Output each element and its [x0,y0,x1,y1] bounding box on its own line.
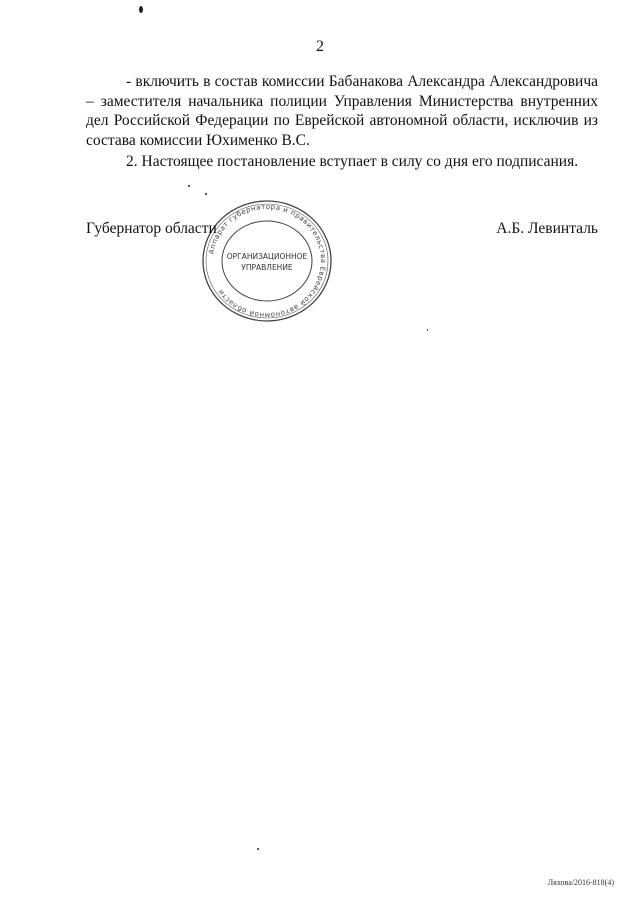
paragraph-effective-date: 2. Настоящее постановление вступает в силу со дня его подписания. [126,153,579,170]
signatory-title: Губернатор области [86,220,217,237]
signature-block [86,220,598,240]
seal-ring-text: Аппарат губернатора и правительства Еврейской автономной области [207,202,328,320]
paragraph-amendment: - включить в состав комиссии Бабанакова Александра Александровича – заместителя начальника полиции Управления Министерства внутренних дел Российской Федерации по Еврейской автономной области, исключив из состава комиссии Юхименко В.С. [86,73,598,149]
signatory-name: А.Б. Левинталь [496,220,598,237]
scan-speck [257,848,259,850]
scan-speck [427,329,428,331]
scan-speck [188,185,190,187]
scan-speck [139,6,143,13]
document-body [86,72,598,172]
scan-speck [205,193,207,195]
footer-reference: Ляхова/2016-818(4) [547,878,614,887]
page-number: 2 [316,38,324,55]
official-seal-stamp [198,198,336,324]
seal-center-line1: ОРГАНИЗАЦИОННОЕ [226,252,308,261]
seal-center-line2: УПРАВЛЕНИЕ [241,263,293,272]
